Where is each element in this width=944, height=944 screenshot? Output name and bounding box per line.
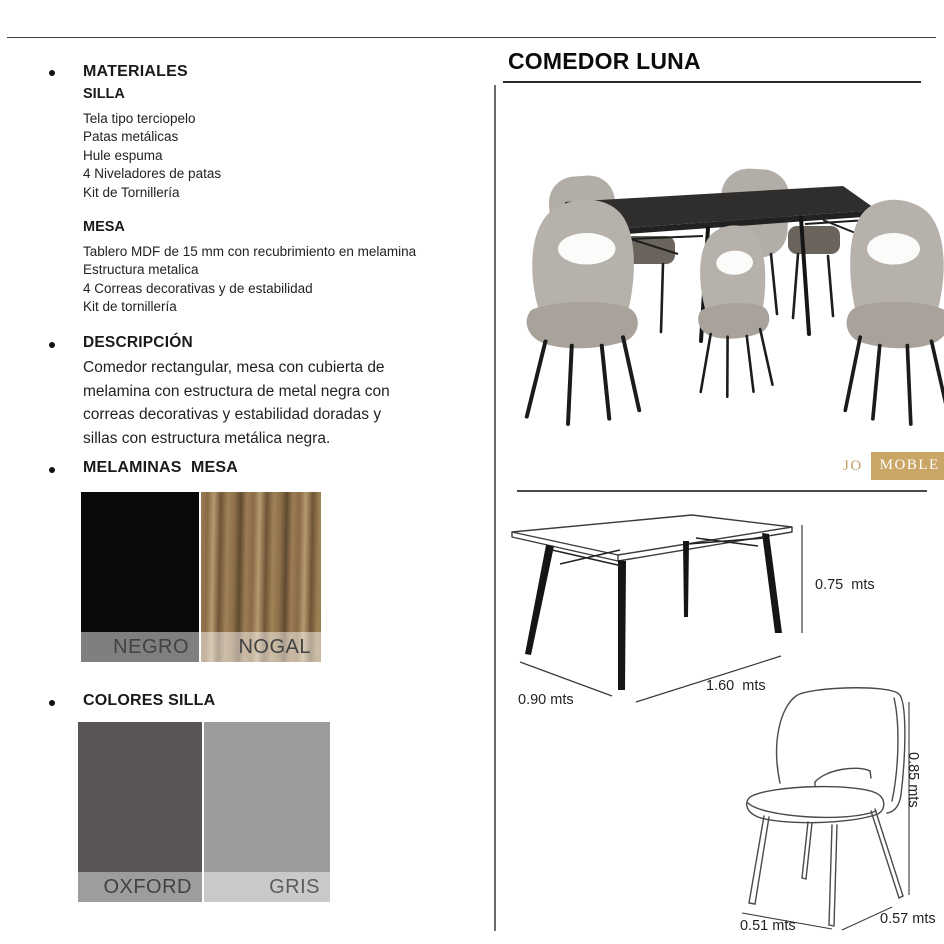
table-height-label: 0.75 mts [815, 577, 875, 593]
colores-swatches [78, 722, 330, 902]
melaminas-heading: MELAMINAS MESA [83, 459, 238, 476]
colores-heading: COLORES SILLA [83, 692, 216, 709]
silla-item: Patas metálicas [83, 129, 179, 145]
mesa-item: 4 Correas decorativas y de estabilidad [83, 280, 313, 296]
descripcion-line: sillas con estructura metálica negra. [83, 429, 331, 447]
mesa-items [83, 243, 416, 317]
silla-item: Tela tipo terciopelo [83, 111, 196, 126]
bullet-colores [49, 700, 55, 706]
right-column-rule [494, 85, 496, 931]
descripcion-line: melamina con estructura de metal negra con [83, 382, 390, 400]
silla-heading: SILLA [83, 86, 125, 102]
chair-front-right [845, 200, 944, 424]
descripcion-heading: DESCRIPCIÓN [83, 334, 193, 351]
bullet-materiales [49, 70, 55, 76]
chair-front-left [527, 200, 640, 424]
swatch-negro-label: NEGRO [81, 632, 199, 662]
table-length-label: 1.60 mts [706, 678, 766, 694]
swatch-negro [81, 492, 199, 662]
swatch-oxford [78, 722, 202, 902]
silla-item: 4 Niveladores de patas [83, 166, 222, 182]
mesa-item: Tablero MDF de 15 mm con recubrimiento en melamina [83, 244, 417, 259]
product-photo [503, 166, 944, 433]
title-underline [503, 81, 921, 83]
chair-height-label: 0.85 mts [905, 752, 921, 808]
top-divider [7, 37, 936, 38]
swatch-nogal [201, 492, 321, 662]
chair-depth-label: 0.57 mts [880, 911, 936, 927]
mesa-heading: MESA [83, 219, 125, 235]
brand-logo [843, 452, 944, 480]
bullet-descripcion [49, 342, 55, 348]
logo-jo-text: JO [843, 457, 863, 474]
swatch-gris-label: GRIS [204, 872, 330, 902]
table-width-label: 0.90 mts [518, 692, 574, 708]
chair-width-label: 0.51 mts [740, 918, 796, 934]
descripcion-line: Comedor rectangular, mesa con cubierta de [83, 359, 385, 376]
descripcion-text [83, 356, 390, 450]
swatch-oxford-label: OXFORD [78, 872, 202, 902]
logo-moble-badge: MOBLE [871, 452, 944, 480]
swatch-gris [204, 722, 330, 902]
materiales-heading: MATERIALES [83, 63, 188, 80]
silla-item: Kit de Tornillería [83, 184, 180, 200]
swatch-nogal-label: NOGAL [201, 632, 321, 662]
bullet-melaminas [49, 467, 55, 473]
mesa-item: Estructura metalica [83, 262, 199, 278]
chair-center [695, 224, 773, 397]
silla-item: Hule espuma [83, 147, 163, 163]
descripcion-line: correas decorativas y estabilidad doradas y [83, 406, 382, 423]
page-title: COMEDOR LUNA [508, 48, 701, 74]
mesa-item: Kit de tornillería [83, 299, 177, 315]
chair-dimension-drawing [718, 683, 944, 938]
silla-items [83, 110, 221, 202]
melaminas-swatches [81, 492, 321, 662]
section-divider [517, 490, 927, 492]
